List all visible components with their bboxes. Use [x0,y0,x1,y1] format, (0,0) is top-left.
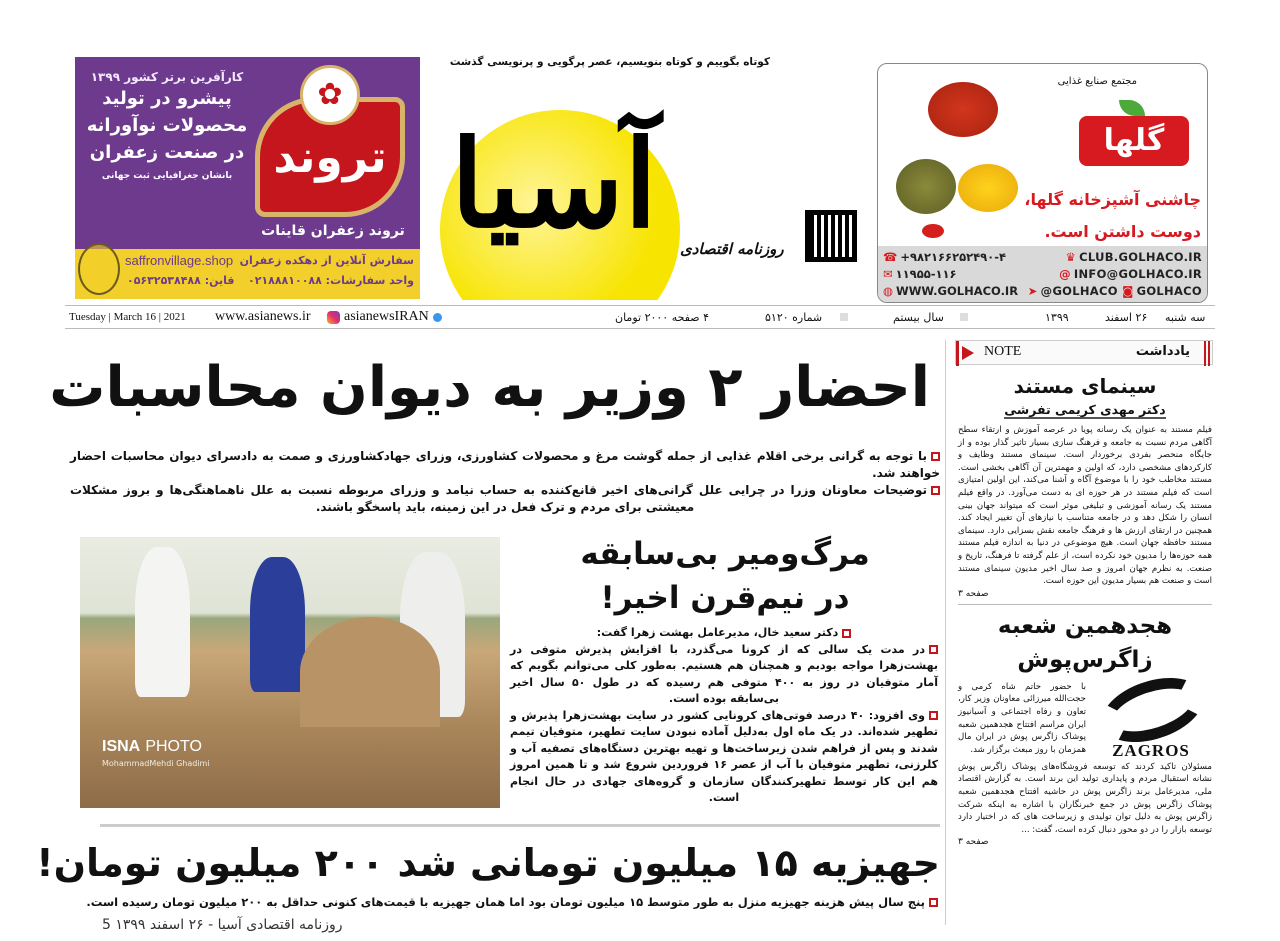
zagros-headline-line: زاگرس‌پوش [1017,646,1153,673]
bullet-icon [931,452,940,461]
ad-slogan-line: پیشرو در تولید [102,88,232,109]
lead-paragraph: توضیحات معاونان وزرا در چرایی علل گرانی‌های اخیر قانع‌کننده به حساب نیامد و وزرای مربوطه نسبت به علل ناهماهنگی‌ها و بروز مشکلات معیشتی برای مردم و ترک فعل در این زمینه، باید پاسخگو باشند. [70,483,927,514]
photographer: MohammadMehdi Ghadimi [102,759,210,768]
instagram-icon: ◙ [1122,284,1134,298]
note-body: فیلم مستند به عنوان یک رسانه پویا در عرصه آموزش و ارتقاء سطح آگاهی مردم نسبت به جامعه و فرهنگ سازی بسیار تاثیر گذار بوده و از جایگاه منحصر بفردی برخوردار است. سینمای مستند وظایف و کارکردهای مشخصی دارد، که اولین و مهمترین آن آگاهی بخشی است. مستند مخاطب خود را با موضوع آگاه و آشنا می‌کند، این اولین امتیازی است که فیلم مستند در هر حوزه ای به دست می‌آورد. در واقع فیلم مستند یک رسانه آموزشی و تبلیغی موثر است که میتواند جهان بینی انسان را شکل دهد و در جامعه متناسب با نیازهای آن تغییر ایجاد کند. همچنین در ارتقای ارزش ها و فرهنگ جامعه نقش بسزایی دارد. سینمای مستند حافظه جهان است. هیچ موضوعی در دنیا به اندازه فیلم مستند همه حوزه‌ها را مدیون خود نکرده است، از علم گرفته تا فرهنگ، تاریخ و صنعت. به نظرم جهان امروز و صد سال اخیر مدیون سینمای مستند است و صنعت هم بسیار مدیون این حوزه است. [958,425,1212,587]
verified-icon [433,313,442,322]
right-column [958,372,1212,849]
site-link[interactable]: www.asianews.ir [215,309,311,324]
saffron-flower-icon: ✿ [300,65,360,125]
photo-agency: ISNA [102,738,141,755]
dowry-headline[interactable]: جهیزیه ۱۵ میلیون تومانی شد ۲۰۰ میلیون تومان! [36,841,940,885]
lead-paragraph: با توجه به گرانی برخی اقلام غذایی از جمله گوشت مرغ و محصولات کشاورزی، وزرای جهادکشاورزی و صمت به دادسرای دیوان محاسبات احضار خواهند شد. [70,449,940,480]
ad-club[interactable]: CLUB.GOLHACO.IR [1079,250,1202,264]
zagros-headline[interactable] [958,609,1212,677]
ad-website[interactable]: WWW.GOLHACO.IR [896,284,1019,298]
trond-logo: تروند [255,97,405,217]
logo-wordmark: آسیا [450,114,658,255]
club-icon: ♛ [1065,250,1077,264]
note-author [958,400,1212,420]
ad-slogan-line: در صنعت زعفران [89,142,245,163]
date: ۲۶ اسفند [1105,311,1148,324]
ad-brand-name: تروند زعفران قاینات [261,223,405,239]
main-headline[interactable]: احضار ۲ وزیر به دیوان محاسبات [49,355,930,420]
at-icon: @ [1059,267,1071,281]
accent-bar [956,341,959,366]
leaf-icon [1119,100,1145,116]
geo-indication-seal-icon [78,243,120,295]
ad-sms: ۱۱۹۵۵-۱۱۶ [895,267,957,281]
masthead-tagline: کوتاه بگوییم و کوتاه بنویسیم، عصر پرگویی و پرنویسی گذشت [449,56,770,68]
main-leads [70,448,940,516]
play-triangle-icon [962,346,974,360]
instagram-handle[interactable]: asianewsIRAN [344,309,429,324]
golha-advertisement[interactable] [877,63,1208,303]
ad-phone: +۹۸۲۱۶۶۲۵۲۴۹۰-۴ [900,250,1006,264]
worker-figure [250,557,305,692]
ad-phone-qaen: قاین: ۰۵۶۳۲۵۳۸۴۸۸ [127,274,235,287]
ad-geo-badge: بانشان جغرافیایی ثبت جهانی [101,171,233,181]
weekday: سه شنبه [1165,311,1206,324]
note-page-ref[interactable]: صفحه ۳ [958,588,989,599]
separator-square [840,313,848,321]
divider [100,824,940,827]
note-label-en: NOTE [984,344,1022,359]
story-paragraph: در مدت یک سالی که از کرونا می‌گذرد، با افزایش پذیرش متوفی در بهشت‌زهرا مواجه بودیم و همچنان هم هستیم. به‌طور کلی می‌توانم بگویم که آمار متوفیان در روز به ۴۰۰ متوفی هم رسیده که در طول ۵۰ سال اخیر بی‌سابقه بوده است. [510,642,938,705]
ad-maker: مجتمع صنایع غذایی [1057,76,1137,87]
ad-instagram[interactable]: GOLHACO [1136,284,1202,298]
accent-bar [1204,341,1210,366]
ad-slogan-line: محصولات نوآورانه [86,115,248,136]
telegram-icon: ➤ [1027,284,1038,298]
bullet-icon [929,898,938,907]
story-paragraph: وی افزود: ۴۰ درصد فوتی‌های کرونایی کشور در سایت بهشت‌زهرا پذیرش و تطهیر شده‌اند. در یک ماه اول به‌دلیل آماده نبودن سایت تطهیر، متوفیان تیمم شدند و پس از فراهم شدن زیرساخت‌ها و تهیه بهترین دستگاه‌های تصفیه آب و کلرزنی، تطهیر متوفیان با آب از عصر ۱۶ فروردین شروع شد و تا همین امروز هم این کار توسط تطهیرکنندگان سازمان و گروه‌های جهادی در حال انجام است. [510,708,939,804]
column-divider [945,340,946,925]
volume: سال بیستم [893,311,944,324]
herb-spice-image [896,159,956,214]
ad-telegram[interactable]: @GOLHACO [1040,284,1118,298]
golha-logo: گلها [1079,116,1189,166]
ad-website[interactable]: saffronvillage.shop [125,253,234,268]
ad-slogan-line: چاشنی آشپزخانه گلها، [1024,190,1201,209]
separator-square [960,313,968,321]
story-paragraph: دکتر سعید خال، مدیرعامل بهشت زهرا گفت: [596,626,839,639]
worker-figure [135,547,190,697]
sms-icon: ✉ [883,267,893,281]
instagram-icon [327,311,340,324]
ad-order-phone: واحد سفارشات: ۰۲۱۸۸۸۱۰۰۸۸ [247,274,414,287]
zagros-logo [1090,681,1212,761]
english-date: Tuesday | March 16 | 2021 [69,311,186,323]
turmeric-spice-image [958,164,1018,212]
zagros-page-ref[interactable]: صفحه ۳ [958,837,989,848]
ad-online-order: سفارش آنلاین از دهکده زعفران [239,254,414,267]
issue-info-bar [65,305,1215,329]
ad-award: کارآفرین برتر کشور ۱۳۹۹ [90,70,244,84]
bullet-icon [931,486,940,495]
photo-credit [102,736,210,768]
newspaper-logo[interactable] [440,85,668,300]
divider [958,604,1212,605]
ad-email[interactable]: INFO@GOLHACO.IR [1073,267,1202,281]
burial-workers-photo[interactable] [80,537,500,808]
pages-price: ۴ صفحه ۲۰۰۰ تومان [615,311,710,324]
ad-slogan [83,69,251,182]
year: ۱۳۹۹ [1045,311,1069,324]
ad-slogan-line: دوست داشتن است. [1044,222,1201,241]
zagros-headline-line: هجدهمین شعبه [997,612,1173,639]
instagram-link[interactable] [327,309,442,325]
dowry-lead-text: پنج سال پیش هزینه جهیزیه منزل به طور متوسط ۱۵ میلیون تومان بود اما همان جهیزیه با قیمت‌های کنونی حداقل به ۲۰۰ میلیون تومان رسیده است. [86,895,925,909]
dirt-mound [300,617,440,727]
zagros-body: با حضور حاتم شاه کرمی و حجت‌الله میرزائی معاونان وزیر کار، تعاون و رفاه اجتماعی و آسیانیوز ایران مراسم افتتاح هجدهمین شعبه پوشاک زاگرس پوش در ایران مال همزمان با روز مبعث برگزار شد. [958,681,1086,755]
masthead-subtitle: روزنامه اقتصادی [680,240,784,258]
story-body [510,625,938,807]
story-headline-line: در نیم‌قرن اخیر! [600,580,850,616]
page-watermark: روزنامه اقتصادی آسیا - ۲۶ اسفند ۱۳۹۹ 5 [102,917,343,933]
globe-icon: ◍ [883,284,894,298]
photo-agency-suffix: PHOTO [145,738,202,755]
bullet-icon [842,629,851,638]
bullet-icon [929,645,938,654]
note-label-fa: یادداشت [1135,344,1190,359]
ad-slogan [1024,184,1201,248]
note-author-name: دکتر مهدی کریمی تفرشی [1004,402,1166,417]
story-headline-line: مرگ‌ومیر بی‌سابقه [580,536,870,572]
phone-icon: ☎ [883,250,898,264]
saffron-advertisement[interactable] [75,57,420,299]
note-section-header [955,340,1213,365]
zagros-wordmark: ZAGROS [1112,740,1190,760]
issue-number: شماره ۵۱۲۰ [765,311,823,324]
ad-contacts [878,246,1207,302]
chili-image [922,224,944,238]
dowry-lead [70,895,938,909]
note-title[interactable]: سینمای مستند [1013,374,1157,398]
qr-code-icon [805,210,857,262]
story-headline[interactable] [520,532,930,620]
paprika-spice-image [928,82,998,137]
zagros-body: مسئولان تاکید کردند که توسعه فروشگاه‌های پوشاک زاگرس پوش نشانه استقبال مردم و پایداری تولید این برند است. به گزارش اقتصاد ملی، مدیرعامل برند زاگرس پوش در حاشیه افتتاح هجدهمین شعبه پوشاک زاگرس پوش در جمع خبرنگاران با اشاره به اینکه شرکت زاگرس پوش به دلیل توان تولیدی و زیرساخت های که در اختیار دارد توسعه بازار را در دو محور دنبال کرده است، گفت: ... [958,761,1212,835]
bullet-icon [929,711,938,720]
